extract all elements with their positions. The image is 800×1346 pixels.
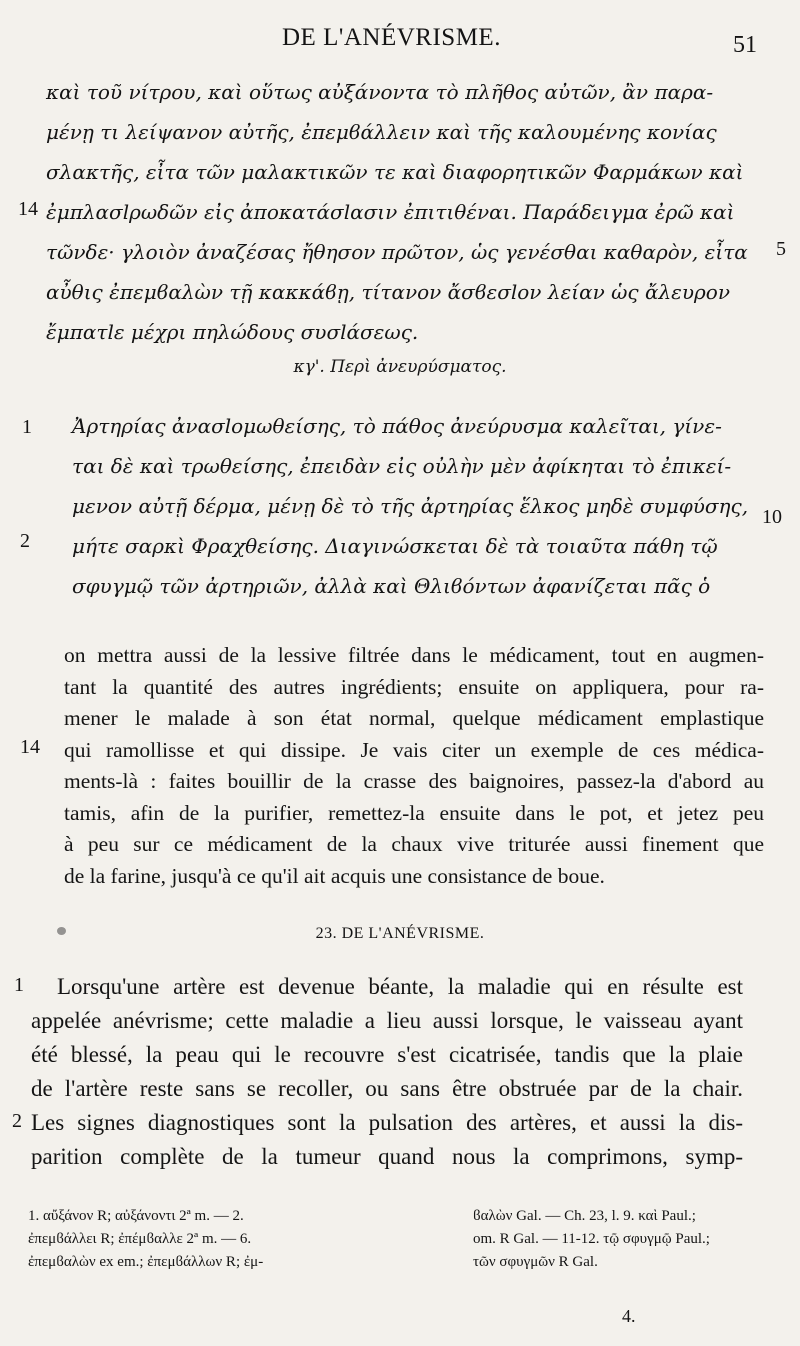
text-line: μήτε σαρκὶ Φραχθείσης. Διαγινώσκεται δὲ τὰ τοιαῦτα πάθη τῷ (72, 534, 718, 558)
text-line: de l'artère reste sans se recoller, ou sans être obstruée par de la chair. (31, 1076, 743, 1101)
footnotes-left-column (28, 1205, 373, 1274)
footnote-line: 1. αὔξάνον R; αὐξάνοντι 2ª m. — 2. (28, 1208, 244, 1224)
text-line: μένῃ τι λείψανον αὐτῆς, ἐπεμϐάλλειν καὶ τῆς καλουμένης κονίας (46, 120, 717, 144)
page-number: 51 (733, 32, 757, 58)
greek-paragraph-1 (46, 72, 760, 352)
text-line: ἐμπλασlρωδῶν εἰς ἀποκατάσlασιν ἐπιτιθέναι. Παράδειγμα ἐρῶ καὶ (46, 200, 735, 224)
text-line: à peu sur ce médicament de la chaux vive triturée aussi finement que (64, 832, 764, 856)
text-line: mener le malade à son état normal, quelque médicament emplastique (64, 706, 764, 730)
text-line: Ἀρτηρίας ἀνασlομωθείσης, τὸ πάθος ἀνεύρυσμα καλεῖται, γίνε- (72, 414, 722, 438)
text-line: σφυγμῷ τῶν ἀρτηριῶν, ἀλλὰ καὶ Θλιϐόντων ἀφανίζεται πᾶς ὁ (72, 574, 711, 598)
text-line: Les signes diagnostiques sont la pulsation des artères, et aussi la dis- (31, 1110, 743, 1135)
text-line: αὖθις ἐπεμϐαλὼν τῇ κακκάϐῃ, τίτανον ἄσϐεσlον λείαν ὡς ἄλευρον (46, 280, 730, 304)
line-number: 1 (14, 974, 24, 996)
text-line: καὶ τοῦ νίτρου, καὶ οὕτως αὐξάνοντα τὸ πλῆθος αὐτῶν, ἂν παρα- (46, 80, 714, 104)
greek-paragraph-2 (72, 406, 752, 606)
footnote-line: ἐπεμϐάλλει R; ἐπέμϐαλλε 2ª m. — 6. (28, 1231, 252, 1247)
text-line: été blessé, la peau qui le recouvre s'est cicatrisée, tandis que la plaie (31, 1042, 743, 1067)
text-line: tant la quantité des autres ingrédients; ensuite on appliquera, pour ra- (64, 674, 764, 699)
text-line: de la farine, jusqu'à ce qu'il ait acquis une consistance de boue. (64, 863, 605, 888)
line-number: 10 (762, 506, 782, 528)
running-title: DE L'ANÉVRISME. (282, 24, 501, 51)
line-number: 2 (20, 530, 30, 552)
text-line: ments-là : faites bouillir de la crasse des baignoires, passez-la d'abord au (64, 769, 764, 793)
page-header (0, 18, 800, 58)
text-line: appelée anévrisme; cette maladie a lieu aussi lorsque, le vaisseau ayant (31, 1008, 743, 1033)
french-paragraph-1 (64, 640, 764, 892)
line-number: 1 (22, 416, 32, 438)
footnotes-right-column (473, 1205, 773, 1274)
line-number: 2 (12, 1110, 22, 1132)
text-line: μενον αὐτῇ δέρμα, μένῃ δὲ τὸ τῆς ἀρτηρίας ἕλκος μηδὲ συμφύσης, (72, 494, 749, 518)
footnote-line: τῶν σφυγμῶν R Gal. (473, 1254, 598, 1270)
text-line: on mettra aussi de la lessive filtrée dans le médicament, tout en augmen- (64, 643, 764, 667)
text-line: qui ramollisse et qui dissipe. Je vais citer un exemple de ces médica- (64, 737, 764, 762)
line-number: 5 (776, 238, 786, 260)
greek-chapter-heading: κγ'. Περὶ ἀνευρύσματος. (293, 357, 507, 377)
french-chapter-heading: 23. DE L'ANÉVRISME. (315, 925, 485, 942)
french-paragraph-2 (31, 970, 743, 1174)
text-line: ται δὲ καὶ τρωθείσης, ἐπειδὰν εἰς οὐλὴν μὲν ἀφίκηται τὸ ἐπικεί- (72, 454, 732, 478)
text-line: ἔμπατlε μέχρι πηλώδους συσlάσεως. (46, 320, 419, 344)
line-number: 14 (20, 736, 40, 758)
footnote-line: ϐαλὼν Gal. — Ch. 23, l. 9. καὶ Paul.; (473, 1208, 696, 1224)
footnote-line: ἐπεμϐαλὼν ex em.; ἐπεμϐάλλων R; ἐμ- (28, 1254, 264, 1270)
signature-mark: 4. (622, 1306, 636, 1326)
text-line: τῶνδε· γλοιὸν ἀναζέσας ἤθησον πρῶτον, ὡς γενέσθαι καθαρὸν, εἶτα (46, 240, 748, 264)
text-line: σλακτῆς, εἶτα τῶν μαλακτικῶν τε καὶ διαφορητικῶν Φαρμάκων καὶ (46, 160, 744, 184)
text-line: tamis, afin de la purifier, remettez-la ensuite dans le pot, et jetez peu (64, 800, 764, 825)
line-number: 14 (18, 198, 38, 220)
text-line: parition complète de la tumeur quand nous la comprimons, symp- (31, 1144, 743, 1169)
text-line: Lorsqu'une artère est devenue béante, la maladie qui en résulte est (57, 974, 743, 999)
footnote-line: om. R Gal. — 11-12. τῷ σφυγμῷ Paul.; (473, 1231, 710, 1247)
